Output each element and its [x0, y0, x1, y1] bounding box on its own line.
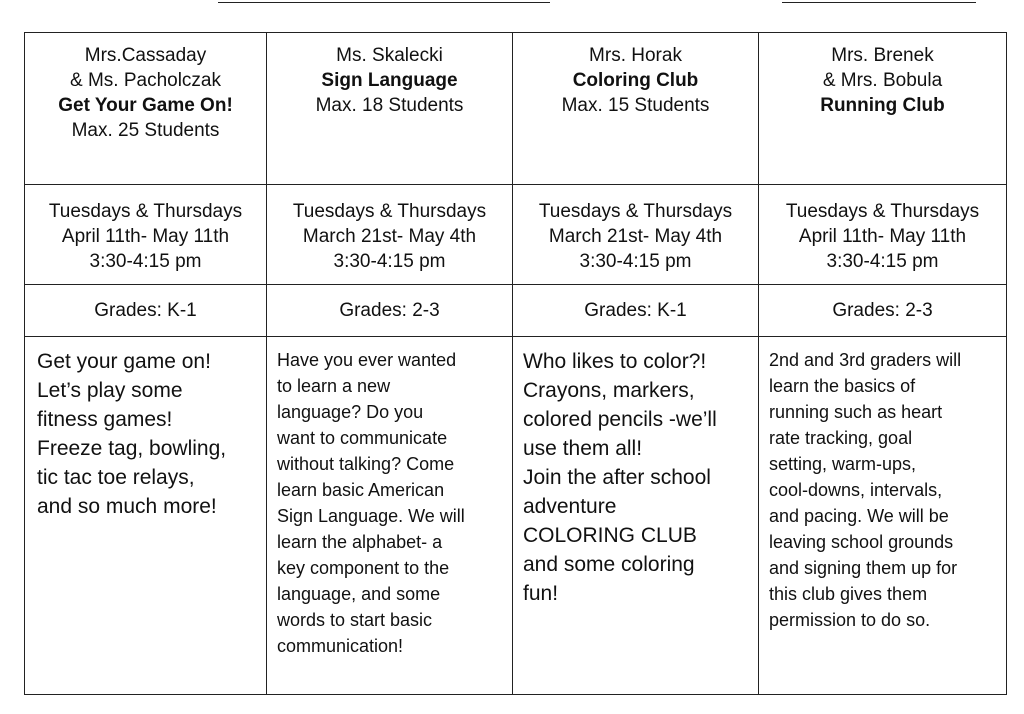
club-days: Tuesdays & Thursdays	[48, 201, 243, 222]
club-grades: Grades: 2-3	[759, 285, 1007, 337]
club-dates: March 21st- May 4th	[548, 226, 723, 247]
club-header-cell	[267, 33, 513, 185]
club-description: Have you ever wanted to learn a new language? Do you want to communicate without talking? Come learn basic American Sign Language. We will learn the alphabet- a key component to the language, and some words to start basic communication!	[277, 350, 465, 656]
club-description-cell	[759, 337, 1007, 695]
club-title: Sign Language	[321, 70, 458, 91]
teacher-name: Mrs. Brenek	[831, 45, 934, 66]
club-time: 3:30-4:15 pm	[89, 251, 202, 272]
teacher-name: Ms. Skalecki	[336, 45, 443, 66]
club-days: Tuesdays & Thursdays	[785, 201, 980, 222]
club-title: Coloring Club	[572, 70, 699, 91]
club-schedule-row	[25, 185, 1007, 285]
top-rule-right	[782, 2, 976, 3]
club-header-row	[25, 33, 1007, 185]
club-grades: Grades: K-1	[513, 285, 759, 337]
club-description-cell	[267, 337, 513, 695]
club-grades-row	[25, 285, 1007, 337]
club-schedule-cell	[267, 185, 513, 285]
club-header-cell	[25, 33, 267, 185]
teacher-name: Mrs.Cassaday	[84, 45, 207, 66]
club-dates: March 21st- May 4th	[302, 226, 477, 247]
club-dates: April 11th- May 11th	[798, 226, 967, 247]
club-description: Get your game on! Let’s play some fitness games! Freeze tag, bowling, tic tac toe relays, and so much more!	[37, 350, 227, 518]
club-schedule-cell	[25, 185, 267, 285]
club-grades: Grades: 2-3	[267, 285, 513, 337]
club-header-cell	[513, 33, 759, 185]
club-schedule-cell	[759, 185, 1007, 285]
club-time: 3:30-4:15 pm	[333, 251, 446, 272]
club-description: 2nd and 3rd graders will learn the basics of running such as heart rate tracking, goal setting, warm-ups, cool-downs, intervals, and pacing. We will be leaving school grounds and signing them up for this club gives them permission to do so.	[769, 350, 962, 630]
club-grades: Grades: K-1	[25, 285, 267, 337]
top-rule-left	[218, 2, 550, 3]
teacher-name: & Ms. Pacholczak	[70, 70, 221, 91]
club-description-cell	[513, 337, 759, 695]
club-dates: April 11th- May 11th	[61, 226, 230, 247]
club-description: Who likes to color?! Crayons, markers, colored pencils -we’ll use them all! Join the after school adventure COLORING CLUB and some coloring fun!	[523, 350, 717, 605]
club-description-cell	[25, 337, 267, 695]
club-title: Get Your Game On!	[58, 95, 233, 116]
club-capacity: Max. 18 Students	[315, 95, 464, 116]
club-description-row	[25, 337, 1007, 695]
club-days: Tuesdays & Thursdays	[292, 201, 487, 222]
club-time: 3:30-4:15 pm	[826, 251, 939, 272]
club-time: 3:30-4:15 pm	[579, 251, 692, 272]
clubs-table	[24, 32, 1007, 695]
club-title: Running Club	[820, 95, 945, 116]
club-capacity: Max. 25 Students	[71, 120, 220, 141]
teacher-name: Mrs. Horak	[589, 45, 682, 66]
club-days: Tuesdays & Thursdays	[538, 201, 733, 222]
club-schedule-cell	[513, 185, 759, 285]
club-header-cell	[759, 33, 1007, 185]
club-capacity: Max. 15 Students	[561, 95, 710, 116]
teacher-name: & Mrs. Bobula	[822, 70, 943, 91]
